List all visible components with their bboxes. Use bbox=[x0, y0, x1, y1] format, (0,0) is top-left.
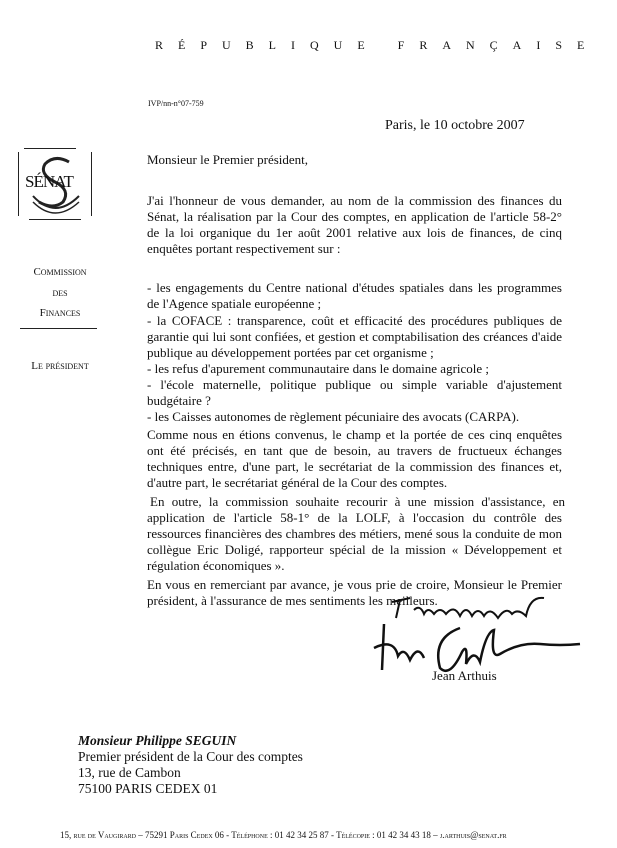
body-line: de la loi organique du 1er août 2001 relative aux lois de finances, de cinq bbox=[147, 225, 562, 240]
body-line: publique au développement portées par cet organisme ; bbox=[147, 345, 434, 360]
signatory-name: Jean Arthuis bbox=[432, 668, 497, 683]
body-line: de l'Agence spatiale européenne ; bbox=[147, 296, 322, 311]
letter-date: Paris, le 10 octobre 2007 bbox=[385, 118, 525, 133]
body-line: En outre, la commission souhaite recourir à une mission d'assistance, en bbox=[150, 494, 565, 509]
president-label: Le président bbox=[31, 360, 89, 372]
recipient-city: 75100 PARIS CEDEX 01 bbox=[78, 781, 218, 796]
body-line: - l'école maternelle, politique publique ou simple variable d'ajustement bbox=[147, 377, 562, 392]
body-line: budgétaire ? bbox=[147, 393, 211, 408]
body-line: J'ai l'honneur de vous demander, au nom de la commission des finances du bbox=[147, 193, 562, 208]
body-line: - la COFACE : transparence, coût et efficacité des procédures publiques de bbox=[147, 313, 562, 328]
commission-label: Commission bbox=[33, 266, 87, 278]
body-line: ont été précisés, en tant que de besoin, au travers de fructueux échanges bbox=[147, 443, 562, 458]
body-line: garantie qui lui sont confiées, et gestion et comptabilisation des créances d'aide bbox=[147, 329, 562, 344]
body-line: Sénat, la réalisation par la Cour des comptes, en application de l'article 58-2° bbox=[147, 209, 562, 224]
body-line: techniques entre, d'une part, le secrétariat de la commission des finances et, bbox=[147, 459, 562, 474]
body-line: - les refus d'apurement communautaire dans le domaine agricole ; bbox=[147, 361, 490, 376]
body-line: d'autre part, le secrétariat général de la Cour des comptes. bbox=[147, 475, 448, 490]
recipient-title: Premier président de la Cour des comptes bbox=[78, 749, 303, 764]
body-line: président, à l'assurance de mes sentiments les meilleurs. bbox=[147, 593, 438, 608]
body-line: enquêtes portant respectivement sur : bbox=[147, 241, 341, 256]
sidebar-divider bbox=[20, 328, 97, 329]
des-label: des bbox=[52, 287, 68, 299]
body-line: collègue Eric Doligé, rapporteur spécial de la mission « Développement et bbox=[147, 542, 562, 557]
body-line: application de l'article 58-1° de la LOLF, à l'occasion du contrôle des bbox=[147, 510, 562, 525]
body-line: - les engagements du Centre national d'études spatiales dans les programmes bbox=[147, 280, 562, 295]
recipient-name: Monsieur Philippe SEGUIN bbox=[78, 733, 237, 748]
reference-number: IVP/nn-n°07-759 bbox=[148, 99, 204, 108]
salutation: Monsieur le Premier président, bbox=[147, 152, 309, 167]
republic-header: RÉPUBLIQUE FRANÇAISE bbox=[155, 38, 600, 52]
body-line: En vous en remerciant par avance, je vous prie de croire, Monsieur le Premier bbox=[147, 577, 562, 592]
finances-label: Finances bbox=[39, 307, 81, 319]
recipient-street: 13, rue de Cambon bbox=[78, 765, 181, 780]
body-line: ressources financières des chambres des métiers, mené sous la conduite de mon bbox=[147, 526, 562, 541]
footer-contact: 15, rue de Vaugirard – 75291 Paris Cedex 06 - Téléphone : 01 42 34 25 87 - Télécopie : 01 42 34 43 18 – j.arthuis@senat.fr bbox=[60, 830, 507, 840]
body-line: - les Caisses autonomes de règlement pécuniaire des avocats (CARPA). bbox=[147, 409, 520, 424]
senat-logo bbox=[18, 152, 92, 216]
body-line: Comme nous en étions convenus, le champ et la portée de ces cinq enquêtes bbox=[147, 427, 562, 442]
senat-logo-text: SÉNAT bbox=[25, 172, 73, 191]
body-line: régulation économiques ». bbox=[147, 558, 285, 573]
